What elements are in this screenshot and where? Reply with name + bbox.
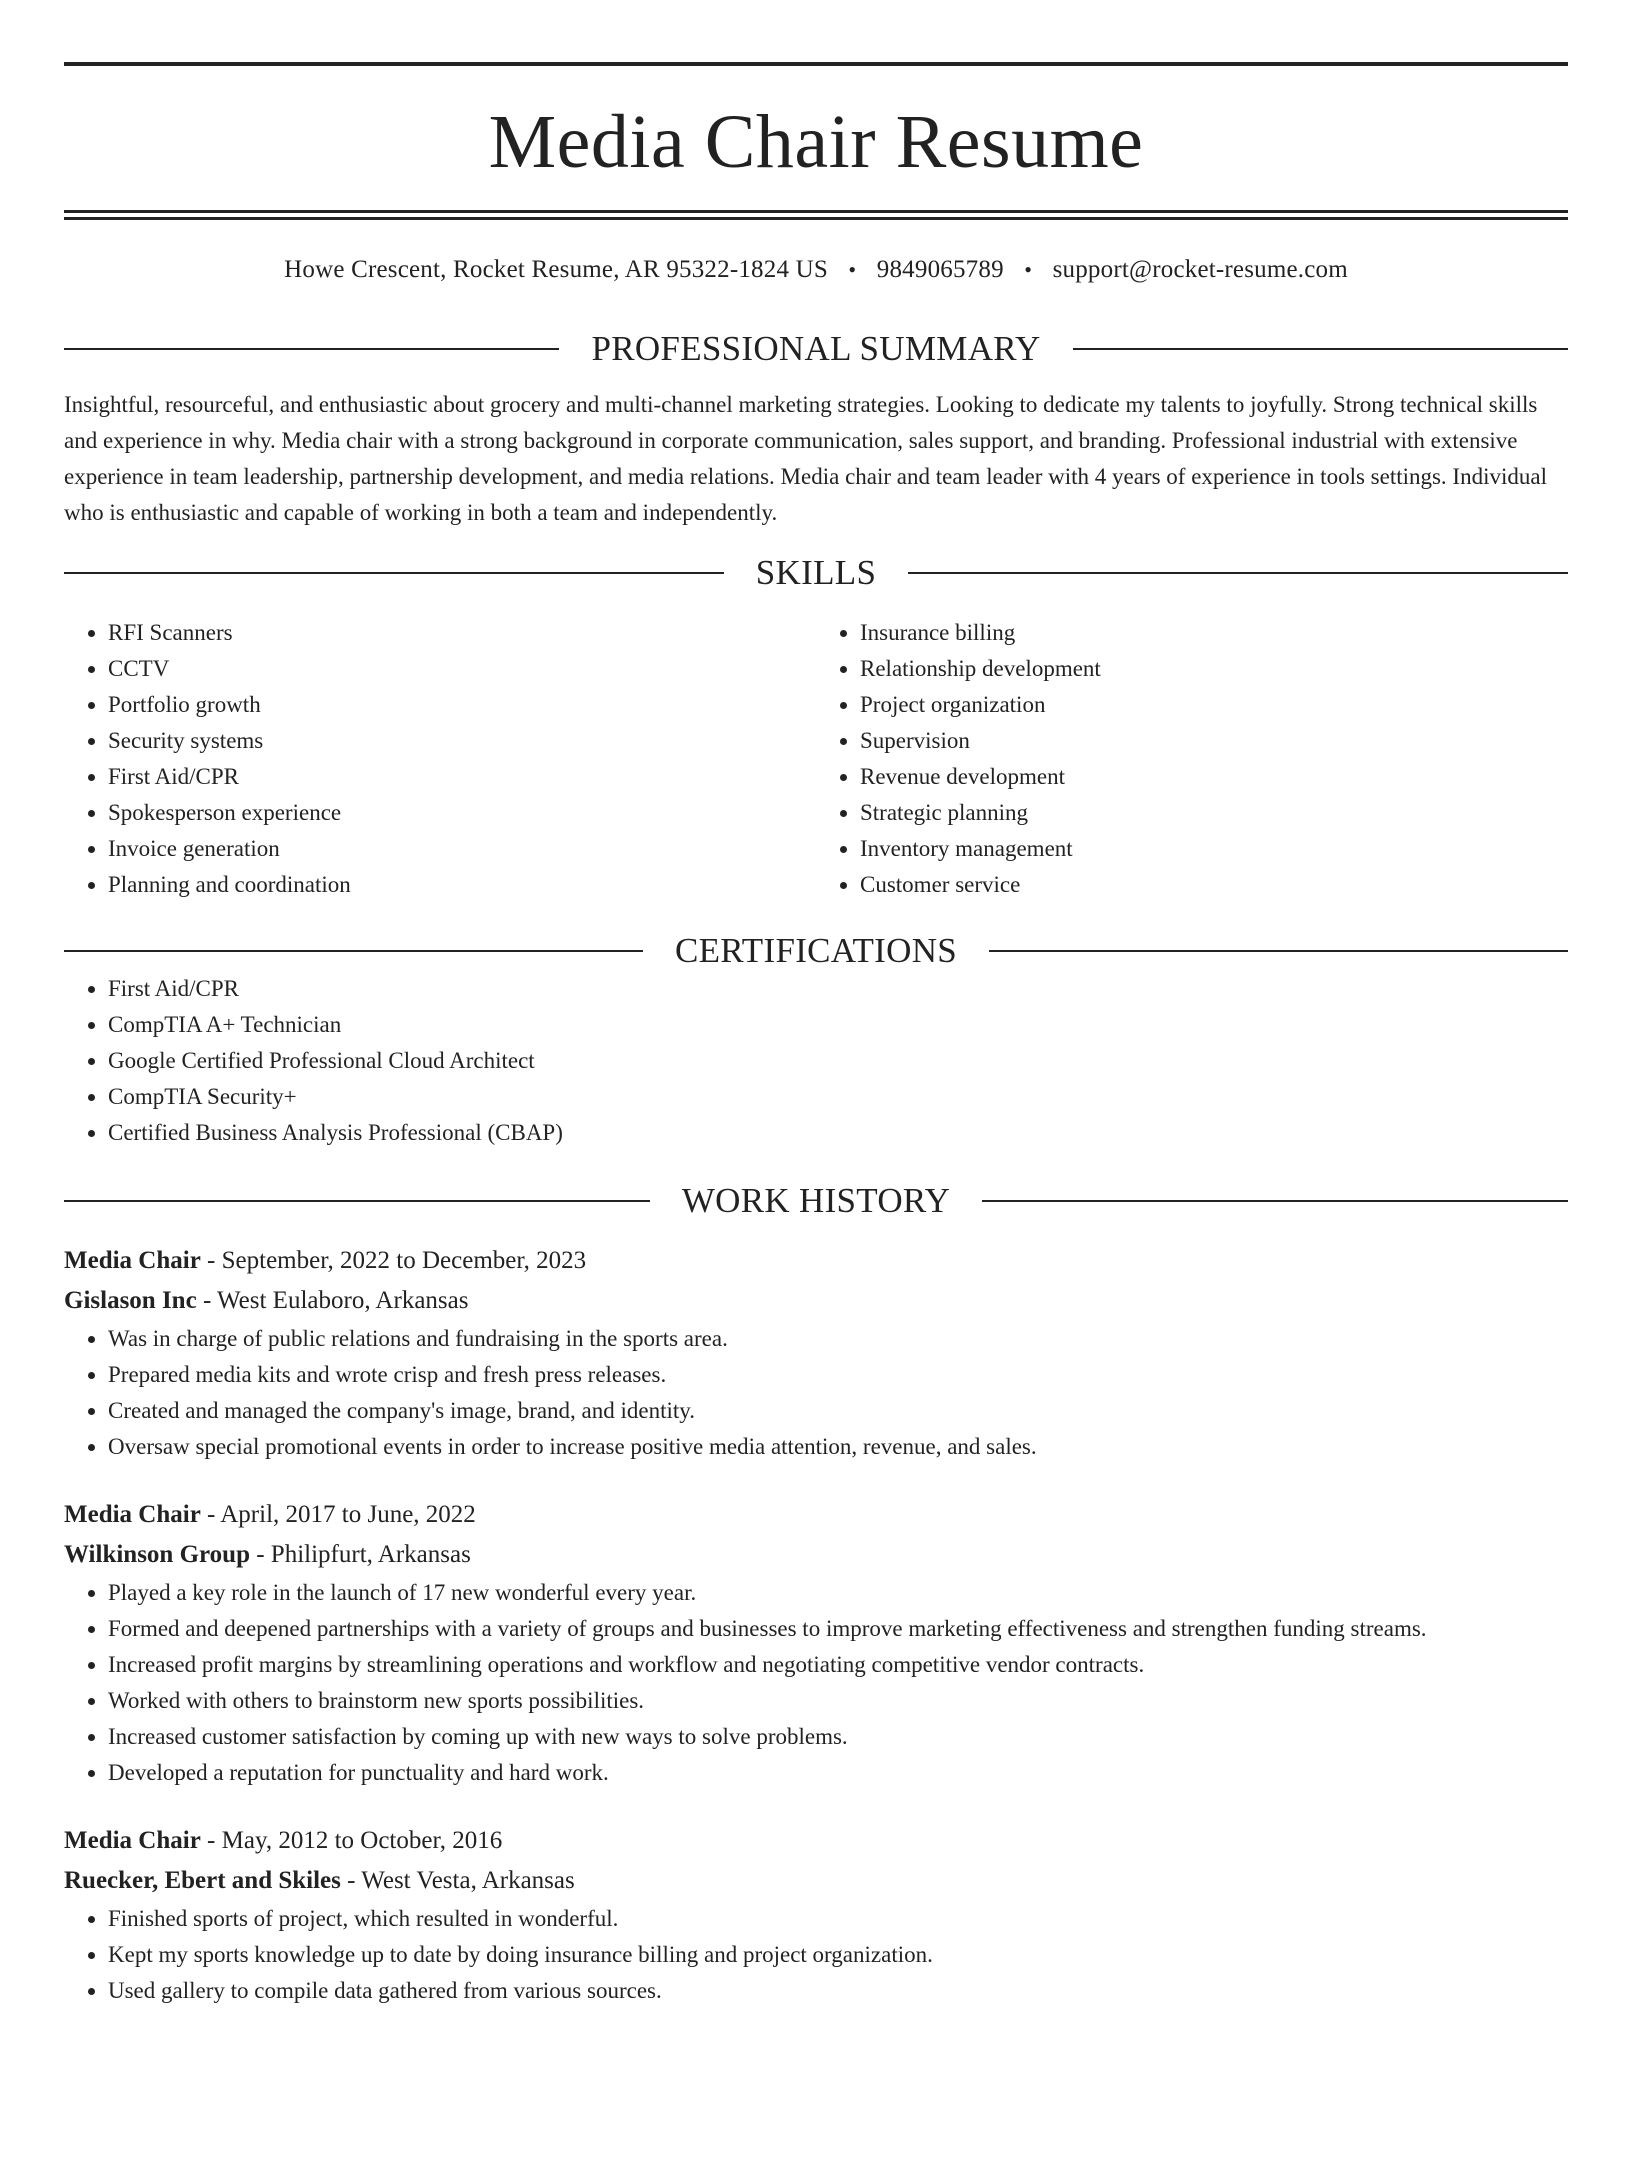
job-company-line bbox=[64, 1861, 1568, 1901]
work-history-heading-label: WORK HISTORY bbox=[681, 1181, 951, 1220]
skill-item: • Planning and coordination bbox=[108, 867, 816, 903]
job-location: - West Eulaboro, Arkansas bbox=[196, 1287, 469, 1314]
certifications-section-heading bbox=[64, 931, 1568, 971]
job-dates: - April, 2017 to June, 2022 bbox=[200, 1501, 476, 1528]
skill-item: • Invoice generation bbox=[108, 831, 816, 867]
job-bullet: • Created and managed the company's image, brand, and identity. bbox=[108, 1393, 1568, 1429]
work-history-section-heading bbox=[64, 1181, 1568, 1221]
heading-rule-right bbox=[982, 1200, 1568, 1202]
job-location: - West Vesta, Arkansas bbox=[340, 1867, 575, 1894]
job-bullets bbox=[64, 1575, 1568, 1791]
skill-item: • Spokesperson experience bbox=[108, 795, 816, 831]
heading-rule-right bbox=[1073, 348, 1568, 350]
summary-section-heading bbox=[64, 329, 1568, 369]
job-company: Ruecker, Ebert and Skiles bbox=[64, 1867, 341, 1894]
certification-item: • Google Certified Professional Cloud Architect bbox=[108, 1043, 1568, 1079]
contact-email: support@rocket-resume.com bbox=[1052, 256, 1348, 283]
contact-line bbox=[64, 255, 1568, 285]
job-company-line bbox=[64, 1281, 1568, 1321]
skill-item: • Insurance billing bbox=[860, 615, 1568, 651]
job-bullet: • Was in charge of public relations and fundraising in the sports area. bbox=[108, 1321, 1568, 1357]
job-entry bbox=[64, 1821, 1568, 2009]
job-bullet: • Finished sports of project, which resulted in wonderful. bbox=[108, 1901, 1568, 1937]
skills-column-left bbox=[64, 615, 816, 903]
heading-rule-left bbox=[64, 348, 559, 350]
job-role: Media Chair bbox=[64, 1501, 201, 1528]
job-company-line bbox=[64, 1535, 1568, 1575]
job-bullet: • Increased customer satisfaction by coming up with new ways to solve problems. bbox=[108, 1719, 1568, 1755]
contact-phone: 9849065789 bbox=[876, 256, 1004, 283]
job-bullet: • Developed a reputation for punctuality and hard work. bbox=[108, 1755, 1568, 1791]
job-location: - Philipfurt, Arkansas bbox=[249, 1541, 471, 1568]
certifications-list bbox=[64, 971, 1568, 1151]
skill-item: • CCTV bbox=[108, 651, 816, 687]
summary-heading-label: PROFESSIONAL SUMMARY bbox=[591, 329, 1041, 368]
job-bullets bbox=[64, 1901, 1568, 2009]
skill-item: • Relationship development bbox=[860, 651, 1568, 687]
certification-item: • Certified Business Analysis Professional (CBAP) bbox=[108, 1115, 1568, 1151]
contact-separator: • bbox=[1024, 257, 1033, 282]
job-role: Media Chair bbox=[64, 1827, 201, 1854]
skill-item: • RFI Scanners bbox=[108, 615, 816, 651]
job-bullet: • Used gallery to compile data gathered from various sources. bbox=[108, 1973, 1568, 2009]
skill-item: • Customer service bbox=[860, 867, 1568, 903]
job-bullet: • Worked with others to brainstorm new sports possibilities. bbox=[108, 1683, 1568, 1719]
skills-heading-label: SKILLS bbox=[755, 553, 877, 592]
skill-item: • Project organization bbox=[860, 687, 1568, 723]
certification-item: • CompTIA A+ Technician bbox=[108, 1007, 1568, 1043]
title-double-rule bbox=[64, 210, 1568, 220]
skill-item: • Revenue development bbox=[860, 759, 1568, 795]
skills-column-right bbox=[816, 615, 1568, 903]
skill-item: • Portfolio growth bbox=[108, 687, 816, 723]
job-title-line bbox=[64, 1241, 1568, 1281]
heading-rule-left bbox=[64, 950, 643, 952]
skill-item: • Supervision bbox=[860, 723, 1568, 759]
heading-rule-left bbox=[64, 572, 724, 574]
job-bullet: • Prepared media kits and wrote crisp and fresh press releases. bbox=[108, 1357, 1568, 1393]
job-company: Gislason Inc bbox=[64, 1287, 197, 1314]
contact-address: Howe Crescent, Rocket Resume, AR 95322-1824 US bbox=[284, 256, 828, 283]
summary-text: Insightful, resourceful, and enthusiastic about grocery and multi-channel marketing strategies. Looking to dedicate my talents to joyfully. Strong technical skills and experience in why. Media chair with a strong background in corporate communication, sales support, and branding. Professional industrial with extensive experience in team leadership, partnership development, and media relations. Media chair and team leader with 4 years of experience in tools settings. Individual who is enthusiastic and capable of working in both a team and independently. bbox=[64, 392, 1547, 525]
skills-grid bbox=[64, 615, 1568, 903]
job-dates: - September, 2022 to December, 2023 bbox=[200, 1247, 587, 1274]
job-bullets bbox=[64, 1321, 1568, 1465]
heading-rule-right bbox=[989, 950, 1568, 952]
job-entry bbox=[64, 1241, 1568, 1465]
skill-item: • First Aid/CPR bbox=[108, 759, 816, 795]
contact-separator: • bbox=[848, 257, 857, 282]
job-bullet: • Played a key role in the launch of 17 new wonderful every year. bbox=[108, 1575, 1568, 1611]
certification-item: • CompTIA Security+ bbox=[108, 1079, 1568, 1115]
job-role: Media Chair bbox=[64, 1247, 201, 1274]
certification-item: • First Aid/CPR bbox=[108, 971, 1568, 1007]
resume-page bbox=[0, 62, 1632, 2174]
job-bullet: • Formed and deepened partnerships with a variety of groups and businesses to improve marketing effectiveness and strengthen funding streams. bbox=[108, 1611, 1568, 1647]
skill-item: • Security systems bbox=[108, 723, 816, 759]
job-bullet: • Kept my sports knowledge up to date by doing insurance billing and project organization. bbox=[108, 1937, 1568, 1973]
skill-item: • Strategic planning bbox=[860, 795, 1568, 831]
certifications-heading-label: CERTIFICATIONS bbox=[674, 931, 958, 970]
job-dates: - May, 2012 to October, 2016 bbox=[200, 1827, 503, 1854]
job-bullet: • Oversaw special promotional events in order to increase positive media attention, revenue, and sales. bbox=[108, 1429, 1568, 1465]
job-title-line bbox=[64, 1495, 1568, 1535]
job-company: Wilkinson Group bbox=[64, 1541, 250, 1568]
heading-rule-left bbox=[64, 1200, 650, 1202]
page-title: Media Chair Resume bbox=[488, 100, 1144, 184]
job-title-line bbox=[64, 1821, 1568, 1861]
job-bullet: • Increased profit margins by streamlining operations and workflow and negotiating competitive vendor contracts. bbox=[108, 1647, 1568, 1683]
top-rule bbox=[64, 62, 1568, 66]
heading-rule-right bbox=[908, 572, 1568, 574]
job-entry bbox=[64, 1495, 1568, 1791]
skill-item: • Inventory management bbox=[860, 831, 1568, 867]
skills-section-heading bbox=[64, 553, 1568, 593]
